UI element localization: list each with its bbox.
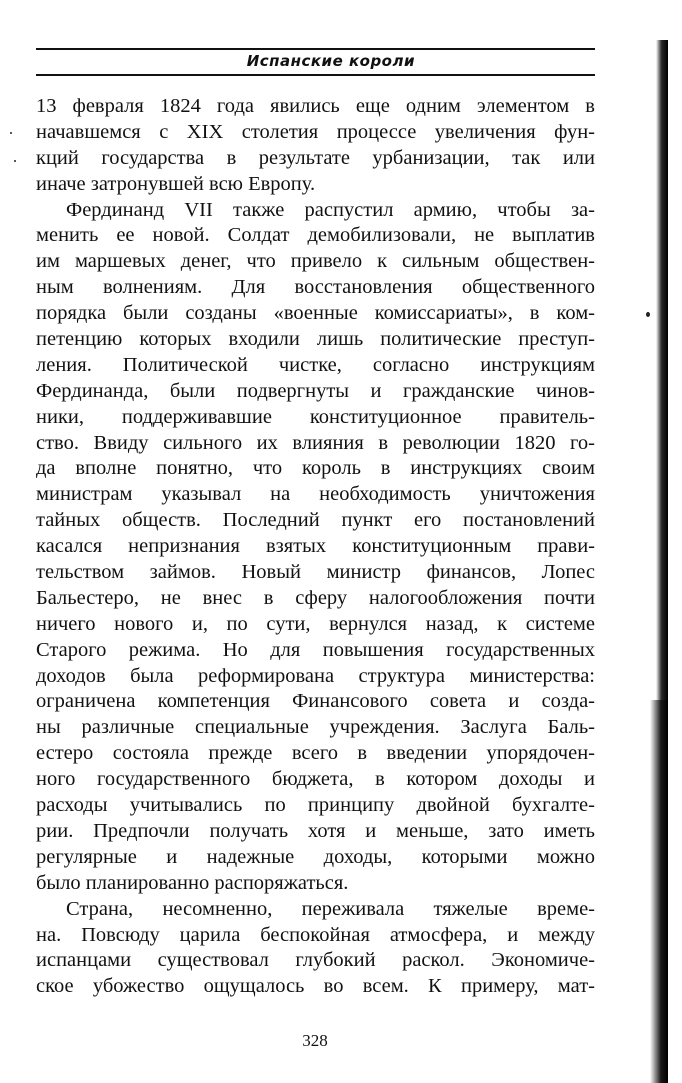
text-line: ным волнениям. Для восстановления общественного [36,276,595,299]
text-line: министрам указывал на необходимость уничтожения [36,483,595,506]
text-line: касался непризнания взятых конституционным прави- [36,535,595,558]
text-line: рии. Предпочли получать хотя и меньше, зато иметь [36,819,595,842]
text-line: им маршевых денег, что привело к сильным обществен- [36,250,595,273]
text-line: Страна, несомненно, переживала тяжелые време- [66,897,595,920]
text-line: ничего нового и, по сути, вернулся назад, к системе [36,612,595,635]
paragraph-3 [36,897,595,1001]
text-line: да вполне понятно, что король в инструкциях своим [36,457,595,480]
scan-speck [646,312,650,317]
text-line: тельством займов. Новый министр финансов, Лопес [36,561,595,584]
running-title: Испанские короли [246,52,415,70]
text-line: ство. Ввиду сильного их влияния в революции 1820 го- [36,431,595,454]
paragraph-1 [36,94,595,198]
scan-speck [14,160,16,162]
page-number: 328 [302,1031,328,1050]
text-line: регулярные и надежные доходы, которыми можно [36,845,595,868]
header-rule-bottom [36,74,595,76]
text-line: тайных обществ. Последний пункт его постановлений [36,509,595,532]
text-line: ны различные специальные учреждения. Заслуга Баль- [36,716,595,739]
text-line: Бальестеро, не внес в сферу налогообложения почти [36,586,595,609]
text-line: естеро состояла прежде всего в введении упорядочен- [36,742,595,765]
text-line: было планированно распоряжаться. [36,871,349,894]
paragraph-2 [36,198,595,897]
text-line: начавшемся с XIX столетия процессе увеличения фун- [36,120,595,143]
text-line: Фердинанда, были подвергнуты и гражданские чинов- [36,379,595,402]
text-line: иначе затронувшей всю Европу. [36,172,316,195]
text-line: Фердинанд VII также распустил армию, чтобы за- [66,198,595,221]
text-line: Старого режима. Но для повышения государственных [36,638,595,661]
text-line: порядка были созданы «военные комиссариаты», в ком- [36,302,595,325]
text-line: испанцами существовал глубокий раскол. Экономиче- [36,949,595,972]
text-line: петенцию которых входили лишь политические преступ- [36,328,595,351]
scan-edge-shadow-lower [650,700,668,1083]
body-text [36,94,595,1000]
text-line: расходы учитывались по принципу двойной бухгалте- [36,794,595,817]
text-line: ограничена компетенция Финансового совета и созда- [36,690,595,713]
text-line: 13 февраля 1824 года явились еще одним элементом в [36,95,595,117]
text-line: ники, поддерживавшие конституционное правитель- [36,405,595,428]
text-line: менить ее новой. Солдат демобилизовали, не выплатив [36,224,595,247]
text-line: ления. Политической чистке, согласно инструкциям [36,353,595,376]
text-line: кций государства в результате урбанизации, так или [36,146,595,169]
scan-speck [10,132,12,134]
text-line: ское убожество ощущалось во всем. К примеру, мат- [36,975,595,998]
text-line: ного государственного бюджета, в котором доходы и [36,768,595,791]
text-line: на. Повсюду царила беспокойная атмосфера, и между [36,923,595,946]
text-line: доходов была реформирована структура министерства: [36,664,595,687]
